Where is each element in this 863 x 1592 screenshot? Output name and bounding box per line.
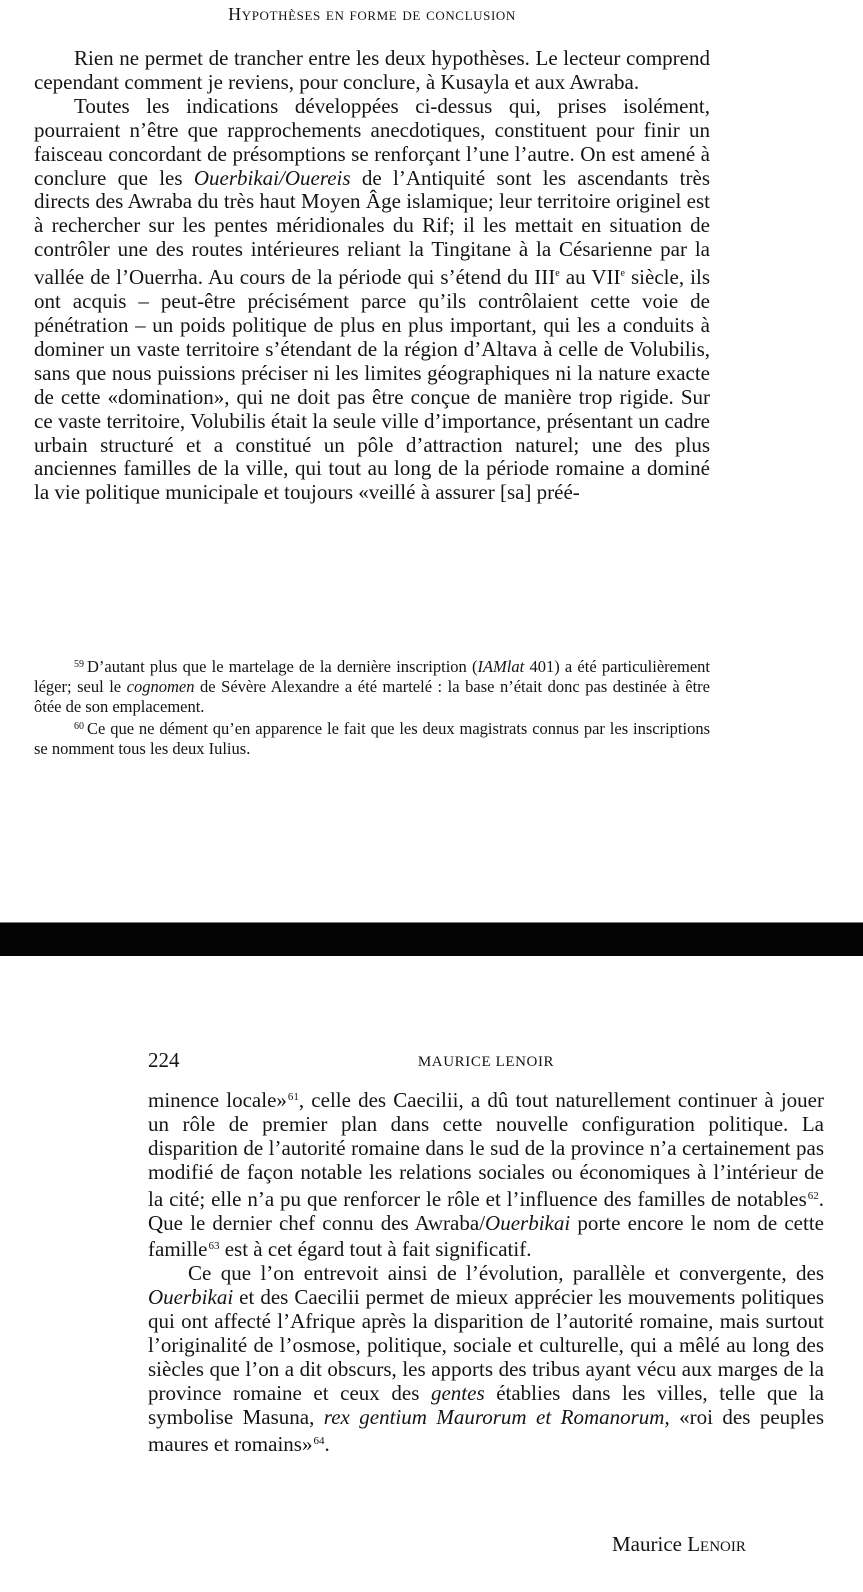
text-run: D’autant plus que le martelage de la dernière inscription ( <box>87 657 478 676</box>
ordinal-superscript: e <box>620 268 625 280</box>
ordinal-superscript: e <box>555 268 560 280</box>
running-head-top: Hypothèses en forme de conclusion <box>228 4 516 24</box>
text-run: siècle, ils ont acquis – peut-être précisément parce qu’ils contrôlaient cette voie de pénétration – un poids politique de plus en plus important, qui les a conduits à dominer un vaste territoire s’étendant de la région d’Altava à celle de Volubilis, sans que nous puissions préciser ni les limites géographiques ni la nature exacte de cette «domination», qui ne doit pas être conçue de manière trop rigide. Sur ce vaste territoire, Volubilis était la seule ville d’importance, présentant un cadre urbain structuré et a constitué un pôle d’attraction naturel; une des plus anciennes familles de la ville, qui tout au long de la période romaine a dominé la vie politique municipale et toujours «veillé à assurer [sa] préé- <box>34 265 711 505</box>
signature-last-name: Lenoir <box>687 1532 746 1556</box>
footnote-number: 60 <box>74 721 84 732</box>
signature-first-name: Maurice <box>612 1532 682 1556</box>
paragraph-1: Rien ne permet de trancher entre les deux hypothèses. Le lecteur comprend cependant comment je reviens, pour conclure, à Kusayla et aux Awraba. <box>34 46 710 94</box>
author-signature <box>612 1532 746 1556</box>
text-run: et des Caecilii permet de mieux apprécier les mouvements politiques qui ont affecté l’Afrique après la disparition de l’autorité romaine, mais surtout l’originalité de l’osmose, politique, sociale et culturelle, qui a mêlé au long des siècles que l’on a dit obscurs, les apports des tribus ayant vécu aux marges de la province romaine et ceux des <box>148 1285 824 1405</box>
footnote-ref-61: 61 <box>287 1091 299 1103</box>
text-run: de l’Antiquité sont les ascendants très directs des Awraba du très haut Moyen Âge islamique; leur territoire originel est à rechercher sur les pentes méridionales du Rif; il les mettait en situation de contrôler une des routes intérieures reliant la Tingitane à la Césarienne par la vallée de l’Ouerrha. Au cours de la période qui s’étend du III <box>34 165 710 290</box>
text-run: de Sévère Alexandre a été martelé : la base n’était donc pas destinée à être ôtée de son emplacement. <box>34 677 710 716</box>
text-run: minence locale» <box>148 1088 287 1112</box>
footnote-ref-64: 64 <box>313 1434 325 1447</box>
text-run: Toutes les indications développées ci-dessus qui, prises isolément, pourraient n’être que rapprochements anecdotiques, constituent pour finir un faisceau concordant de présomptions se renforçant l’une l’autre. On est amené à conclure que les <box>34 93 710 190</box>
paragraph-final <box>148 1262 824 1456</box>
text-run: est à cet égard tout à fait significatif. <box>219 1237 532 1262</box>
bottom-page-body <box>148 1086 824 1457</box>
text-run: , «roi des peuples maures et romains» <box>148 1404 825 1456</box>
italic-term: rex gentium Maurorum et Romanorum <box>323 1404 665 1429</box>
text-run: Ce que l’on entrevoit ainsi de l’évolution, parallèle et convergente, des <box>188 1261 824 1286</box>
footnote-number: 59 <box>74 659 84 670</box>
footnote-60 <box>34 717 710 759</box>
italic-term: gentes <box>430 1380 485 1405</box>
text-run: porte encore le nom de cette famille <box>148 1210 824 1262</box>
italic-term: Ouerbikai <box>485 1210 571 1235</box>
paragraph-2 <box>34 95 710 505</box>
page-divider-bar <box>0 922 863 956</box>
text-run: au VII <box>559 265 621 290</box>
text-run: établies dans les villes, telle que la symbolise Masuna, <box>148 1380 824 1429</box>
footnote-59 <box>34 655 710 717</box>
text-run: . Que le dernier chef connu des Awraba/ <box>148 1186 824 1235</box>
top-page-body <box>34 47 710 505</box>
paragraph-continued <box>148 1086 824 1262</box>
footnotes <box>34 655 710 759</box>
page-number: 224 <box>148 1048 180 1072</box>
italic-term: IAMlat <box>477 657 525 676</box>
footnote-ref-62: 62 <box>807 1189 819 1202</box>
italic-term: Ouerbikai <box>148 1285 234 1310</box>
italic-term: cognomen <box>126 677 195 696</box>
text-run: Ce que ne dément qu’en apparence le fait que les deux magistrats connus par les inscriptions se nomment tous les deux Iulius. <box>34 719 710 758</box>
footnote-ref-63: 63 <box>208 1240 220 1253</box>
text-run: 401) a été particulièrement léger; seul le <box>34 657 710 696</box>
text-run: . <box>324 1431 330 1456</box>
text-run: , celle des Caecilii, a dû tout naturellement continuer à jouer un rôle de premier plan dans cette nouvelle configuration politique. La disparition de l’autorité romaine dans le sud de la province n’a certainement pas modifié de façon notable les relations sociales ou économiques à l’intérieur de la cité; elle n’a pu que renforcer le rôle et l’influence des familles de notables <box>148 1088 824 1211</box>
running-head-bottom: MAURICE LENOIR <box>417 1054 555 1070</box>
italic-term: Ouerbikai/Ouereis <box>193 165 351 190</box>
